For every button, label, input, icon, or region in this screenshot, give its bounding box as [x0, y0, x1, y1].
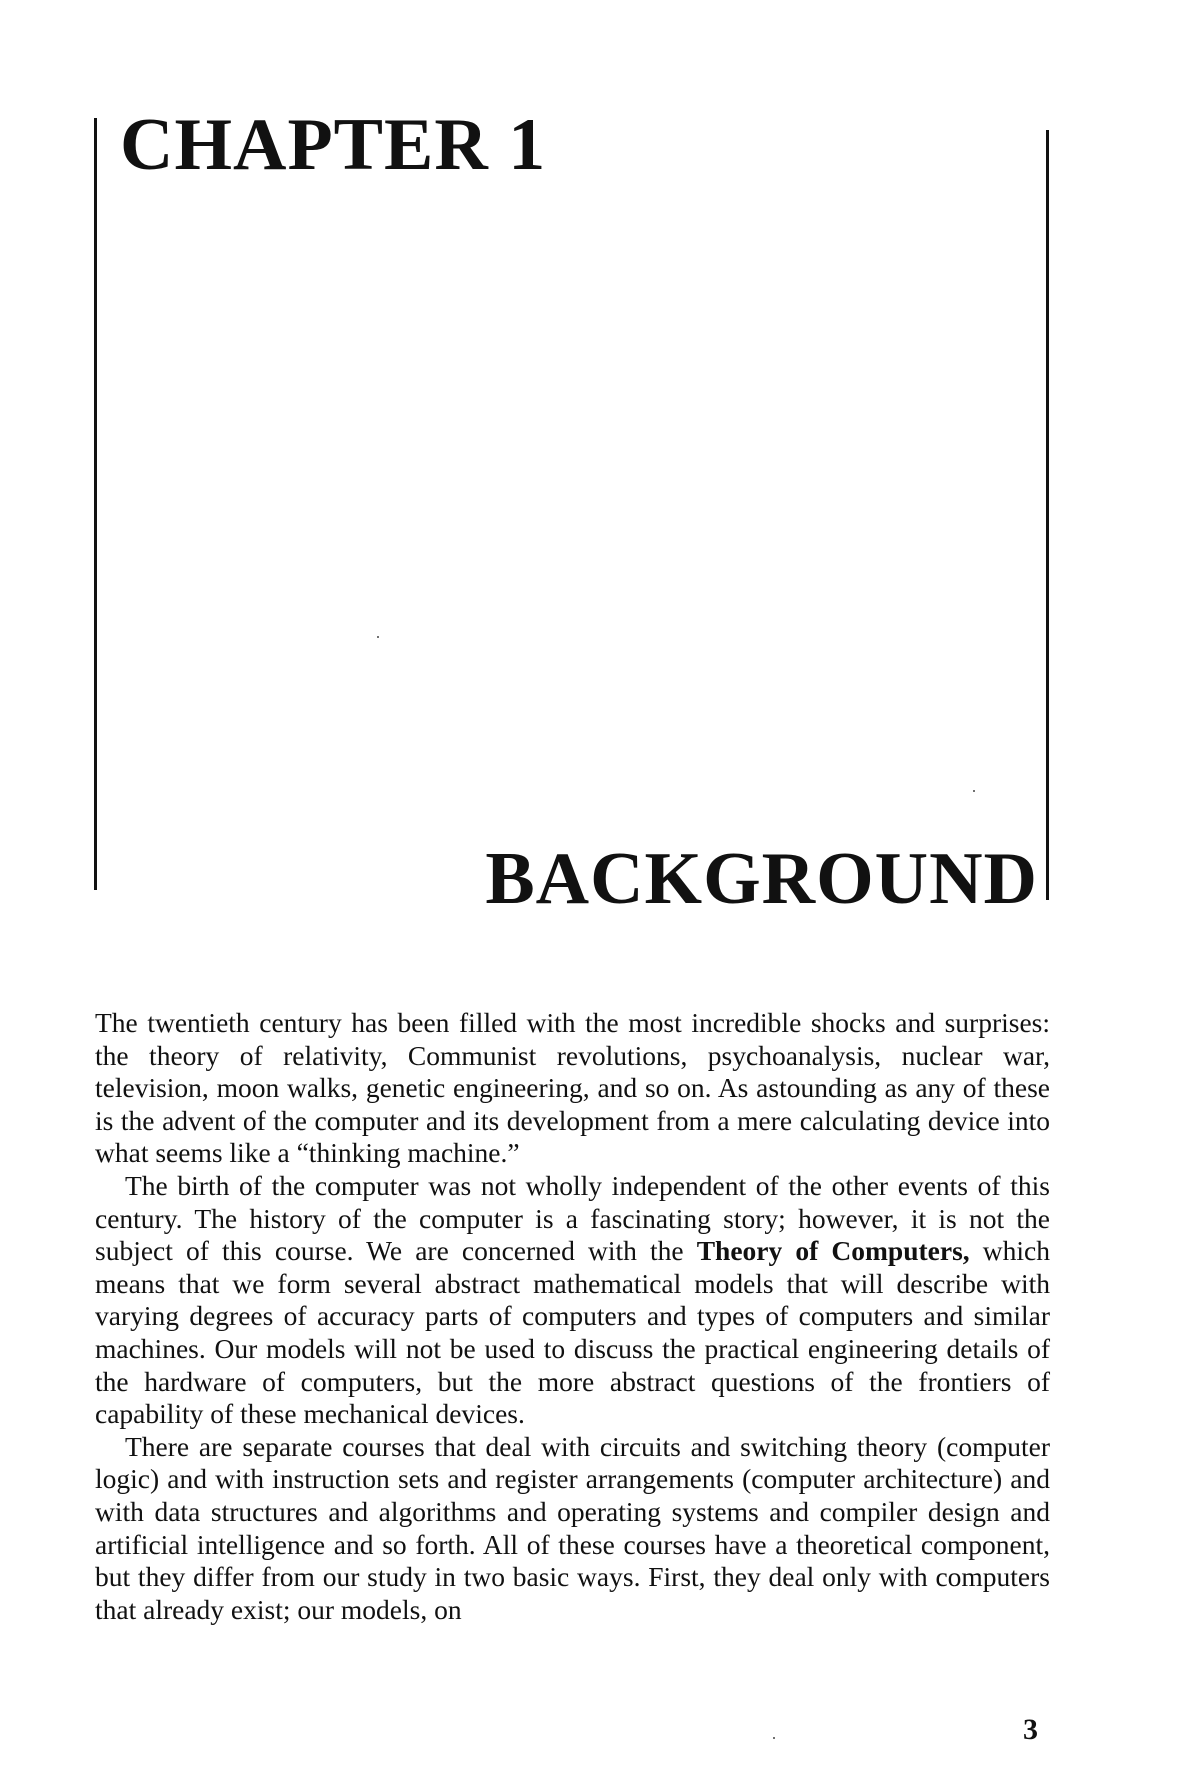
- paragraph-2-text-before: The birth of the computer was not wholly independent of the other events of this century. The history of the computer is a fascinating story; however, it is not the subject of this course. We are concerned with the: [95, 1169, 1050, 1267]
- page-number: 3: [1023, 1713, 1038, 1746]
- left-vertical-rule: [94, 118, 97, 890]
- paragraph-2: [95, 1170, 1050, 1431]
- print-speck: [377, 636, 379, 638]
- paragraph-3: There are separate courses that deal with circuits and switching theory (computer logic) and with instruction sets and register arrangements (computer architecture) and with data structures and algorithms and operating systems and compiler design and artificial intelligence and so forth. All of these courses have a theoretical component, but they differ from our study in two basic ways. First, they deal only with computers that already exist; our models, on: [95, 1430, 1050, 1625]
- paragraph-2-text-after: which means that we form several abstract mathematical models that will describe with varying degrees of accuracy parts of computers and types of computers and similar machines. Our models will not be used to discuss the practical engineering details of the hardware of computers, but the more abstract questions of the frontiers of capability of these mechanical devices.: [95, 1235, 1050, 1430]
- print-speck: [773, 1737, 775, 1739]
- body-text: [95, 1007, 1050, 1626]
- paragraph-1: The twentieth century has been filled with the most incredible shocks and surprises: the theory of relativity, Communist revolutions, psychoanalysis, nuclear war, television, moon walks, genetic engineering, and so on. As astounding as any of these is the advent of the computer and its development from a mere calculating device into what seems like a “thinking machine.”: [95, 1007, 1050, 1169]
- chapter-label: CHAPTER 1: [120, 104, 547, 186]
- bold-term-theory-of-computers: Theory of Computers,: [696, 1235, 970, 1267]
- print-speck: [973, 790, 975, 792]
- chapter-title: BACKGROUND: [485, 838, 1038, 920]
- right-vertical-rule: [1046, 130, 1049, 900]
